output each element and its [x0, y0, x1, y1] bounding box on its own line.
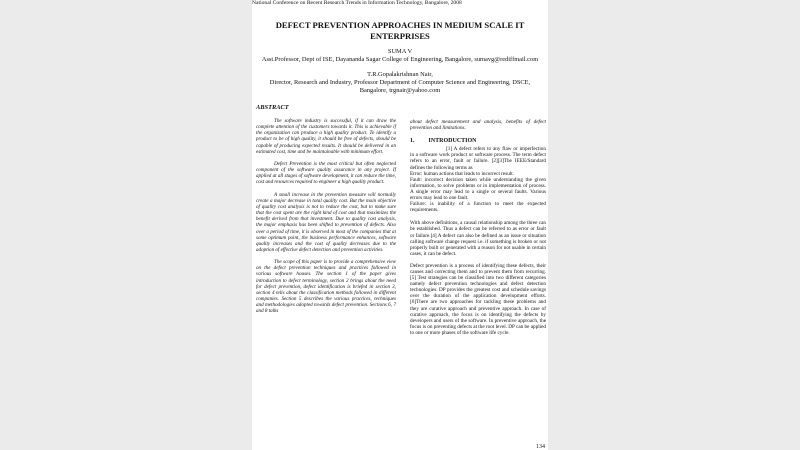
author-2-name: T.R.Gopalakrishnan Nair,: [367, 71, 433, 78]
paper-title: DEFECT PREVENTION APPROACHES IN MEDIUM SCALE IT ENTERPRISES: [275, 20, 525, 41]
abstract-paragraph: Defect Prevention is the most critical but often neglected component of the software quality assurance in any project. If applied at all stages of software development, it can reduce the time, cost and resources required to engineer a high quality product.: [256, 160, 396, 186]
definition-failure: Failure: is inability of a function to meet the expected requirements.: [410, 201, 546, 214]
section-number: 1.: [410, 138, 415, 145]
intro-paragraph-3: Defect prevention is a process of identifying these defects, their causes and correcting them and to prevent them from recurring. [5] Test strategies can be classified into two different categories namely defect prevention technologies and defect detection technologies. DP provides the greatest cost and schedule savings over the duration of the application development efforts. [6]There are two approaches for tackling these problems and they are curative approach and preventive approach. In case of curative approach, the focus is on identifying the defects by developers and users of the software. In preventive approach, the focus is on preventing defects at the root level. DP can be applied to one or more phases of the software life cycle.: [410, 262, 546, 336]
abstract-continuation: about defect measurement and analysis, benefits of defect prevention and limitations.: [410, 119, 546, 132]
author-1-name: SUMA V: [387, 48, 413, 55]
page-number: 134: [536, 444, 545, 450]
definition-error: Error: human actions that leads to incorrect result.: [410, 170, 515, 177]
intro-paragraph-2: With above definitions, a causal relationship among the three can be established. Thus a defect can be referred to as error or fault or failure.[4] A defect can also be defined as an issue or situation calling software change request i.e. if something is broken or not properly built or generated with a reason for not usable in certain cases, it can be defect.: [410, 220, 546, 257]
right-column: [410, 119, 546, 342]
running-header: National Conference on Recent Research Trends in Information Technology, Bangalore, 2008: [252, 0, 462, 6]
definition-fault: Fault: incorrect decision taken while understanding the given information, to solve problems or in implementation of process. A single error may lead to a single or several faults. Various errors may lead to one fault.: [410, 176, 546, 202]
viewer-background-left: [0, 0, 252, 450]
abstract-paragraph: The scope of this paper is to provide a comprehensive view on the defect prevention techniques and practices followed in various software houses. The section 1 of the paper gives introduction to defect terminology, section 2 brings about the need for defect prevention, defect identification is briefed in section 3, section 4 tells about the classification methods followed in different companies. Section 5 describes the various practices, techniques and methodologies adopted towards defect prevention. Sections 6, 7 and 8 talks: [256, 259, 396, 315]
author-2-affiliation: Director, Research and Industry, Professor Department of Computer Science and Engineering, DSCE, Bangalore, trgnair@yahoo.com: [269, 79, 531, 95]
section-title: INTRODUCTION: [428, 138, 477, 145]
viewer-background-right: [548, 0, 800, 450]
author-1-affiliation: Asst.Professor, Dept of ISE, Dayananda Sagar College of Engineering, Bangalore, sumavg@rediffmail.com: [261, 56, 539, 63]
abstract-column: [256, 118, 396, 321]
document-page: [252, 0, 548, 450]
abstract-heading: ABSTRACT: [256, 104, 289, 111]
intro-paragraph-1: [1] A defect refers to any flaw or imperfection in a software work product or software process. The term defect refers to an error, fault or failure. [2][3]The IEEE/Standard defines the following terms as: [410, 146, 546, 171]
abstract-paragraph: A small increase in the prevention measure will normally create a major decrease in total quality cost. But the main objective of quality cost analysis is not to reduce the cost, but to make sure that the cost spent are the right kind of cost and that maximizes the benefit derived from that investment. Due to quality cost analysis, the major emphasis has been shifted to prevention of defects. Also over a period of time, it is observed in most of the companies that at some optimum point, the business performance enhances, software quality increases and the cost of quality decreases due to the adoption of effective defect detection and prevention activities.: [256, 191, 396, 253]
section-heading-introduction: [410, 138, 546, 144]
abstract-paragraph: The software industry is successful, if it can draw the complete attention of the customers towards it. This is achievable if the organization can produce a high quality product. To identify a product to be of high quality, it should be free of defects, should be capable of producing expected results. It should be delivered in an estimated cost, time and be maintainable with minimum effort.: [256, 118, 396, 155]
